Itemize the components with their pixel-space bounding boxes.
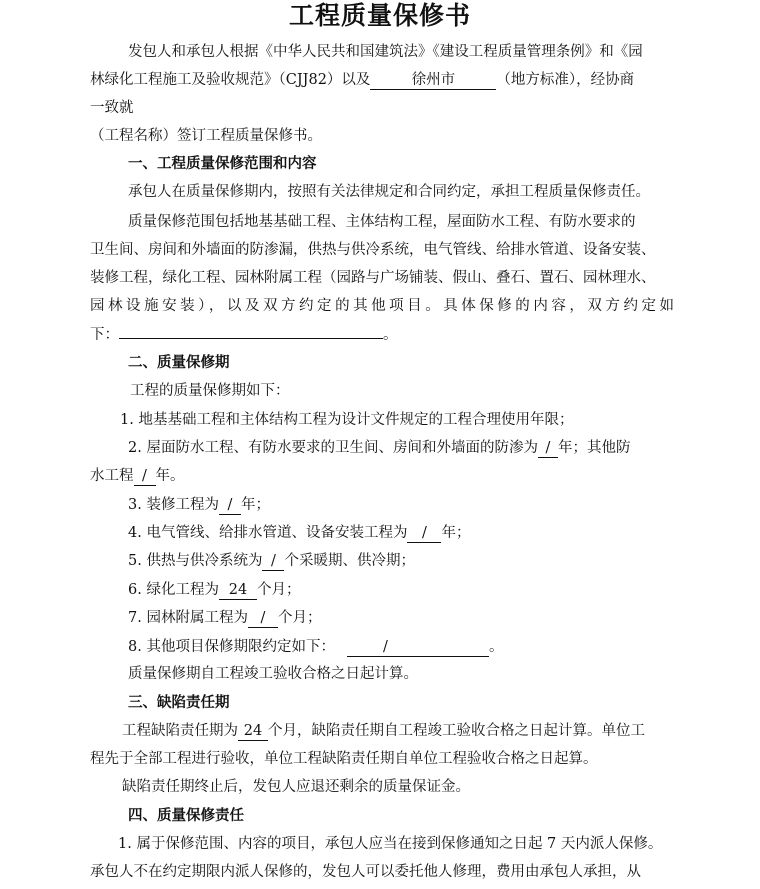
defect-period-paragraph-2: 缺陷责任期终止后，发包人应退还剩余的质量保证金。 [122, 779, 470, 795]
warranty-item-4-text: 4. 电气管线、给排水管道、设备安装工程为 [128, 525, 408, 541]
defect-period-line-2: 程先于全部工程进行验收，单位工程缺陷责任期自单位工程验收合格之日起算。 [90, 751, 598, 767]
other-waterproof-years-field[interactable]: / [134, 468, 156, 486]
other-waterproof-text: 水工程 [90, 468, 134, 484]
heating-cooling-periods-field[interactable]: / [262, 553, 284, 571]
warranty-item-6-text: 6. 绿化工程为 [128, 582, 219, 598]
waterproof-years-field[interactable]: / [538, 440, 558, 458]
warranty-item-7-post: 个月； [277, 610, 322, 626]
warranty-item-6-post: 个月； [256, 582, 301, 598]
defect-period-line-1 [122, 721, 645, 741]
warranty-period-intro: 工程的质量保修期如下： [130, 383, 290, 399]
defect-period-text: 工程缺陷责任期为 [122, 723, 238, 739]
warranty-item-3-post: 年； [240, 497, 270, 513]
section-2-heading: 二、质量保修期 [128, 355, 230, 371]
warranty-item-8-text: 8. 其他项目保修期限约定如下： [128, 639, 335, 655]
warranty-item-2-line-2 [90, 466, 185, 486]
warranty-item-8-post: 。 [488, 639, 504, 655]
scope-suffix: 。 [383, 327, 398, 343]
other-items-period-field[interactable] [347, 639, 489, 657]
warranty-item-3 [128, 495, 270, 515]
section-1-paragraph-1: 承包人在质量保修期内，按照有关法律规定和合同约定，承担工程质量保修责任。 [128, 184, 650, 200]
section-1-paragraph-2-line-2: 卫生间、房间和外墙面的防渗漏，供热与供冷系统，电气管线、给排水管道、设备安装、 [90, 242, 656, 258]
section-1-heading: 一、工程质量保修范围和内容 [128, 156, 317, 172]
warranty-item-1: 1. 地基基础工程和主体结构工程为设计文件规定的工程合理使用年限； [120, 412, 574, 428]
warranty-responsibility-line-1: 1. 属于保修范围、内容的项目，承包人应当在接到保修通知之日起 7 天内派人保修。 [118, 836, 663, 852]
section-1-paragraph-2-line-5 [90, 325, 398, 345]
section-1-paragraph-2-line-1: 质量保修范围包括地基基础工程、主体结构工程，屋面防水工程、有防水要求的 [128, 214, 636, 230]
document-title: 工程质量保修书 [288, 1, 471, 30]
landscape-ancillary-months-field[interactable]: / [248, 610, 278, 628]
local-standard-field[interactable]: 徐州市 [370, 72, 496, 90]
intro-line-2-post: （地方标准），经协商 [496, 72, 635, 88]
intro-line-4: （工程名称）签订工程质量保修书。 [90, 128, 322, 144]
warranty-item-4 [128, 523, 470, 543]
section-1-paragraph-2-line-4: 园林设施安装），以及双方约定的其他项目。具体保修的内容，双方约定如 [90, 298, 674, 314]
greening-months-field[interactable]: 24 [219, 582, 257, 600]
defect-period-months-field[interactable]: 24 [238, 723, 268, 741]
warranty-item-7 [128, 608, 321, 628]
defect-period-post: 个月，缺陷责任期自工程竣工验收合格之日起计算。单位工 [268, 723, 645, 739]
section-3-heading: 三、缺陷责任期 [128, 695, 230, 711]
intro-line-2-pre: 林绿化工程施工及验收规范》（CJJ82）以及 [90, 72, 371, 88]
warranty-period-closing: 质量保修期自工程竣工验收合格之日起计算。 [128, 666, 418, 682]
warranty-item-2 [128, 438, 630, 458]
warranty-item-7-text: 7. 园林附属工程为 [128, 610, 248, 626]
electrical-years-field[interactable]: / [407, 525, 441, 543]
decoration-years-field[interactable]: / [219, 497, 241, 515]
scope-prefix: 下： [90, 327, 119, 343]
warranty-item-4-post: 年； [441, 525, 471, 541]
warranty-item-2-text: 2. 屋面防水工程、有防水要求的卫生间、房间和外墙面的防渗为 [128, 440, 538, 456]
warranty-item-6 [128, 580, 300, 600]
intro-line-2 [90, 70, 634, 90]
warranty-item-5-text: 5. 供热与供冷系统为 [128, 553, 263, 569]
warranty-item-5-post: 个采暖期、供冷期； [284, 553, 415, 569]
warranty-item-8 [128, 637, 503, 657]
other-items-period-value: / [382, 639, 388, 655]
section-1-paragraph-2-line-3: 装修工程，绿化工程、园林附属工程（园路与广场铺装、假山、叠石、置石、园林理水、 [90, 270, 656, 286]
scope-detail-field[interactable] [119, 338, 383, 339]
warranty-responsibility-line-2: 承包人不在约定期限内派人保修的，发包人可以委托他人修理，费用由承包人承担，从 [90, 864, 641, 880]
intro-line-3: 一致就 [90, 100, 134, 116]
intro-line-1: 发包人和承包人根据《中华人民共和国建筑法》《建设工程质量管理条例》和《园 [128, 44, 643, 60]
warranty-item-3-text: 3. 装修工程为 [128, 497, 219, 513]
warranty-item-5 [128, 551, 415, 571]
other-waterproof-post: 年。 [155, 468, 185, 484]
warranty-item-2-post: 年；其他防 [557, 440, 631, 456]
section-4-heading: 四、质量保修责任 [128, 808, 244, 824]
